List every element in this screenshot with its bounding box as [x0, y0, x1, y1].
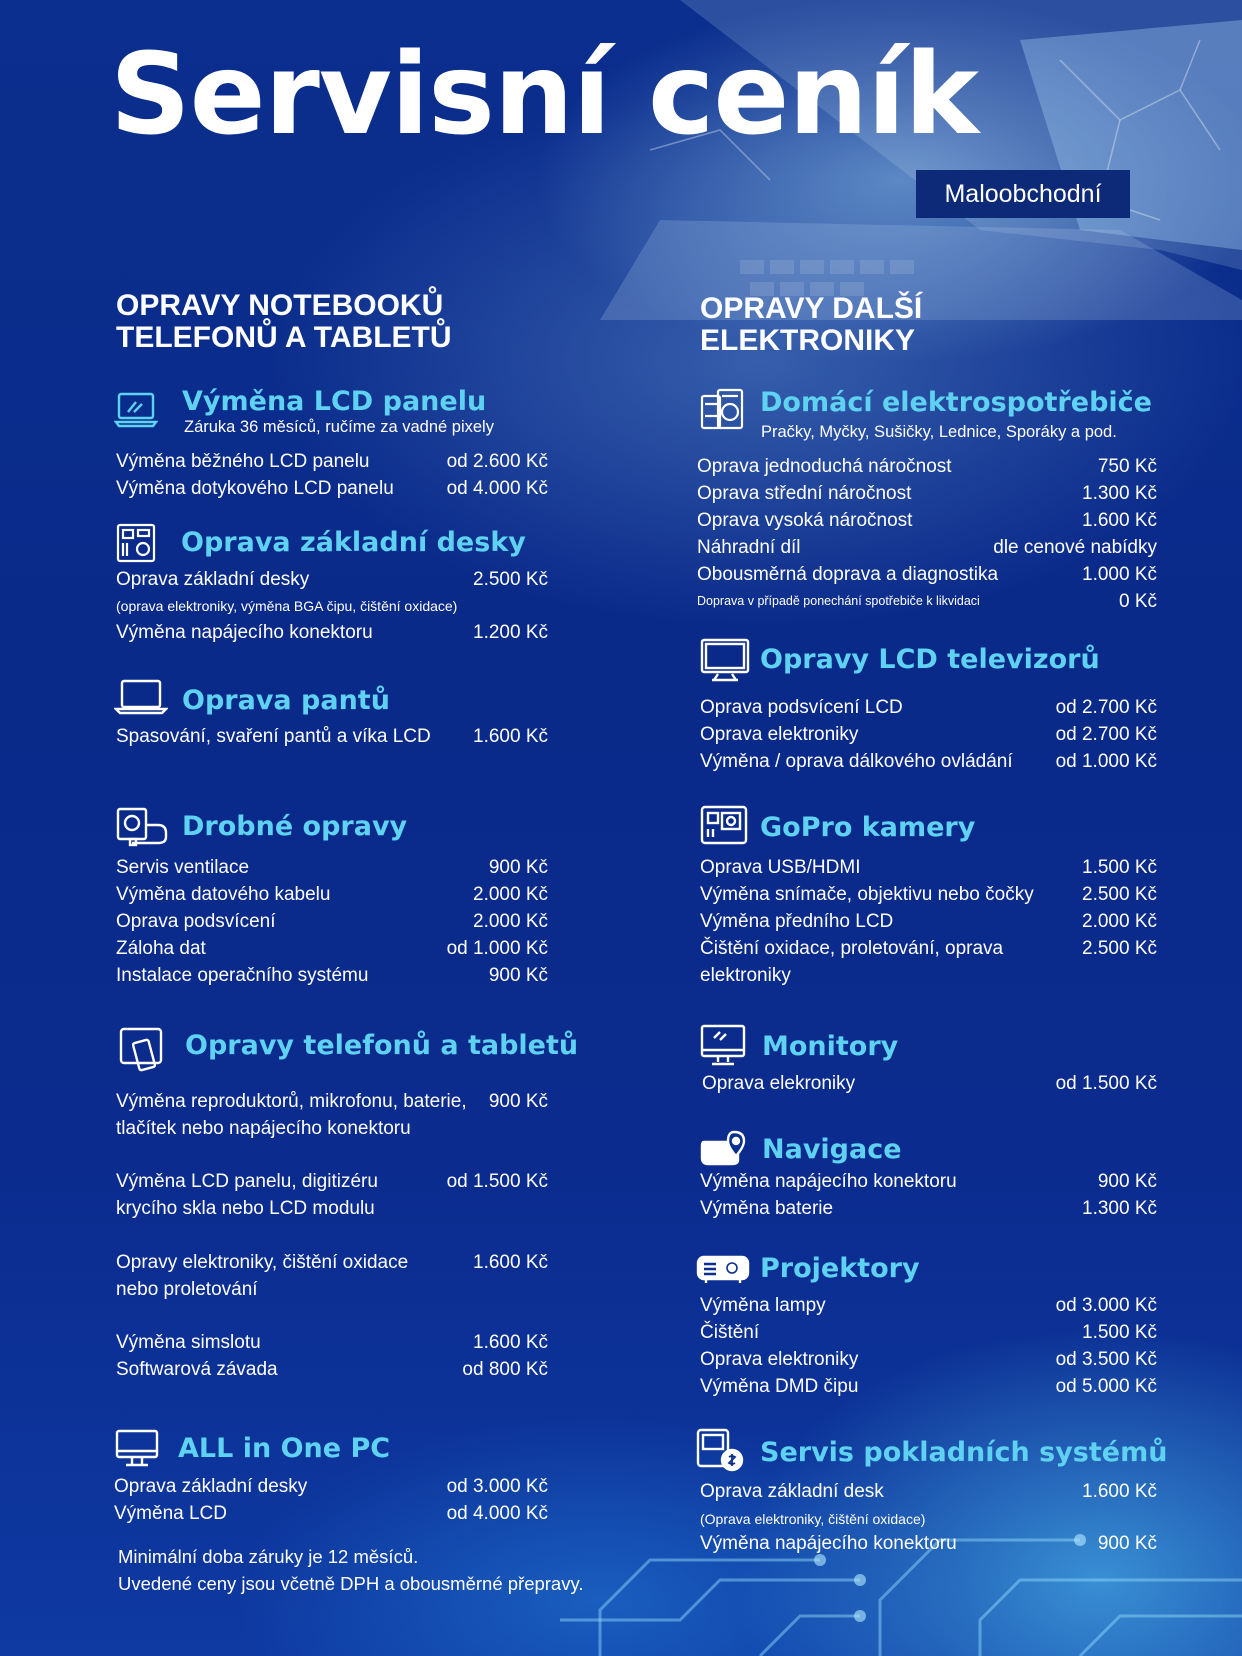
service-price: dle cenové nabídky — [993, 537, 1157, 558]
service-label: Výměna lampy — [700, 1295, 826, 1316]
price-row — [116, 1088, 548, 1142]
service-price: od 4.000 Kč — [446, 478, 548, 499]
service-label: Výměna baterie — [700, 1198, 834, 1219]
service-label: Opravy elektroniky, čištění oxidace nebo proletování — [116, 1252, 409, 1300]
section-title-phones: Opravy telefonů a tabletů — [185, 1030, 579, 1061]
section-title-lcd-panel: Výměna LCD panelu — [182, 386, 487, 417]
service-price: 900 Kč — [488, 1091, 548, 1112]
service-price: 1.600 Kč — [1082, 1481, 1157, 1502]
service-label: Náhradní díl — [697, 537, 801, 558]
service-price: od 2.600 Kč — [446, 451, 548, 472]
service-label: Obousměrná doprava a diagnostika — [697, 564, 999, 585]
section-title-motherboard: Oprava základní desky — [181, 527, 526, 558]
service-label: Instalace operačního systému — [116, 965, 369, 986]
section-title-pos: Servis pokladních systémů — [760, 1437, 1168, 1468]
service-label: Oprava elektroniky — [700, 1349, 859, 1370]
service-price: od 1.000 Kč — [1055, 751, 1157, 772]
service-price: 1.300 Kč — [1082, 483, 1157, 504]
service-price: 1.600 Kč — [1082, 510, 1157, 531]
service-price: 1.500 Kč — [1082, 857, 1157, 878]
service-price: 900 Kč — [1097, 1171, 1157, 1192]
section-title-small-repairs: Drobné opravy — [182, 811, 408, 842]
service-price: od 2.700 Kč — [1055, 724, 1157, 745]
footer-line: Uvedené ceny jsou včetně DPH a obousměrné přepravy. — [118, 1573, 584, 1594]
laptop-icon — [114, 675, 168, 719]
cash-register-icon — [696, 1428, 746, 1472]
service-price: od 1.000 Kč — [446, 938, 548, 959]
service-label: Softwarová závada — [116, 1359, 278, 1380]
service-price: 1.600 Kč — [473, 1252, 548, 1273]
heading-line: TELEFONŮ A TABLETŮ — [116, 321, 452, 354]
price-row — [116, 1168, 548, 1222]
service-price: 2.500 Kč — [473, 569, 548, 590]
service-price: 750 Kč — [1097, 456, 1157, 477]
section-note-lcd-panel: Záruka 36 měsíců, ručíme za vadné pixely — [184, 418, 494, 436]
service-price: od 3.000 Kč — [1055, 1295, 1157, 1316]
service-label: Výměna reproduktorů, mikrofonu, baterie, tlačítek nebo napájecího konektoru — [116, 1091, 467, 1139]
service-label: Výměna předního LCD — [700, 911, 894, 932]
right-column-heading — [700, 293, 922, 357]
service-label: Oprava elekroniky — [702, 1073, 856, 1094]
service-label: Oprava základní desky — [114, 1476, 308, 1497]
service-price: 1.200 Kč — [473, 622, 548, 643]
service-label: Výměna snímače, objektivu nebo čočky — [700, 884, 1034, 905]
service-note: (oprava elektroniky, výměna BGA čipu, čištění oxidace) — [116, 598, 458, 614]
left-column-heading — [116, 290, 452, 354]
service-price: 900 Kč — [488, 857, 548, 878]
service-price: od 4.000 Kč — [446, 1503, 548, 1524]
motherboard-icon — [114, 521, 158, 565]
service-label: Servis ventilace — [116, 857, 250, 878]
service-price: 1.600 Kč — [473, 726, 548, 747]
page-title: Servisní ceník — [110, 30, 978, 160]
hard-drive-icon — [114, 805, 170, 849]
service-label: Výměna DMD čipu — [700, 1376, 859, 1397]
desktop-monitor-icon — [114, 1428, 160, 1470]
service-price: 2.000 Kč — [473, 911, 548, 932]
service-note: (Oprava elektroniky, čištění oxidace) — [700, 1511, 926, 1527]
monitor-icon — [700, 1024, 746, 1068]
section-title-appliances: Domácí elektrospotřebiče — [760, 387, 1152, 418]
service-price: 1.500 Kč — [1082, 1322, 1157, 1343]
service-price: 2.000 Kč — [473, 884, 548, 905]
heading-line: ELEKTRONIKY — [700, 324, 916, 357]
service-label: Záloha dat — [116, 938, 206, 959]
service-price: 0 Kč — [1118, 591, 1157, 612]
gps-navigation-icon — [698, 1130, 746, 1168]
service-price: od 3.500 Kč — [1055, 1349, 1157, 1370]
price-row — [116, 1249, 548, 1303]
service-price: od 3.000 Kč — [446, 1476, 548, 1497]
service-price: 1.600 Kč — [473, 1332, 548, 1353]
service-label: Výměna napájecího konektoru — [116, 622, 373, 643]
service-label: Výměna simslotu — [116, 1332, 261, 1353]
pricing-tier-badge: Maloobchodní — [916, 170, 1130, 218]
tv-icon — [700, 638, 750, 682]
laptop-screen-icon — [114, 388, 158, 432]
service-price: 2.500 Kč — [1082, 938, 1157, 959]
service-label: Oprava vysoká náročnost — [697, 510, 913, 531]
service-label: Výměna LCD panelu, digitizéru krycího skla nebo LCD modulu — [116, 1171, 378, 1219]
service-label: Výměna dotykového LCD panelu — [116, 478, 394, 499]
action-camera-icon — [700, 803, 748, 847]
service-label: Oprava podsvícení LCD — [700, 697, 903, 718]
service-price: 2.000 Kč — [1082, 911, 1157, 932]
service-price: 1.300 Kč — [1082, 1198, 1157, 1219]
heading-line: OPRAVY NOTEBOOKŮ — [116, 289, 444, 322]
service-price: od 5.000 Kč — [1055, 1376, 1157, 1397]
tablet-phone-icon — [118, 1025, 170, 1075]
service-label: Výměna běžného LCD panelu — [116, 451, 370, 472]
price-row — [700, 935, 1157, 989]
service-price: 900 Kč — [1097, 1533, 1157, 1554]
service-label: Oprava elektroniky — [700, 724, 859, 745]
service-label: Doprava v případě ponechání spotřebiče k likvidaci — [697, 594, 980, 608]
section-title-aio: ALL in One PC — [178, 1433, 391, 1464]
service-price: 1.000 Kč — [1082, 564, 1157, 585]
service-price: od 2.700 Kč — [1055, 697, 1157, 718]
section-title-tv: Opravy LCD televizorů — [760, 644, 1100, 675]
service-label: Výměna napájecího konektoru — [700, 1171, 957, 1192]
service-label: Oprava jednoduchá náročnost — [697, 456, 952, 477]
service-price: od 800 Kč — [462, 1359, 548, 1380]
section-title-navigation: Navigace — [762, 1134, 902, 1165]
service-price: od 1.500 Kč — [1055, 1073, 1157, 1094]
projector-icon — [696, 1253, 750, 1285]
service-price: od 1.500 Kč — [446, 1171, 548, 1192]
service-label: Výměna / oprava dálkového ovládání — [700, 751, 1013, 772]
service-label: Oprava základní desk — [700, 1481, 884, 1502]
service-label: Oprava základní desky — [116, 569, 310, 590]
footer-line: Minimální doba záruky je 12 měsíců. — [118, 1546, 419, 1567]
section-note-appliances: Pračky, Myčky, Sušičky, Lednice, Sporáky a pod. — [761, 423, 1117, 441]
section-title-monitors: Monitory — [762, 1031, 899, 1062]
section-title-projectors: Projektory — [760, 1253, 920, 1284]
service-label: Čištění oxidace, proletování, oprava elektroniky — [700, 938, 1004, 986]
service-label: Oprava USB/HDMI — [700, 857, 861, 878]
service-label: Spasování, svaření pantů a víka LCD — [116, 726, 431, 747]
service-label: Oprava střední náročnost — [697, 483, 912, 504]
heading-line: OPRAVY DALŠÍ — [700, 292, 923, 325]
service-label: Výměna LCD — [114, 1503, 227, 1524]
section-title-hinges: Oprava pantů — [182, 685, 390, 716]
washing-machine-icon — [700, 386, 744, 430]
service-label: Čištění — [700, 1322, 760, 1343]
service-label: Výměna datového kabelu — [116, 884, 331, 905]
service-label: Výměna napájecího konektoru — [700, 1533, 957, 1554]
section-title-gopro: GoPro kamery — [760, 812, 976, 843]
service-price: 900 Kč — [488, 965, 548, 986]
service-price: 2.500 Kč — [1082, 884, 1157, 905]
service-label: Oprava podsvícení — [116, 911, 276, 932]
footer-note — [118, 1543, 584, 1597]
